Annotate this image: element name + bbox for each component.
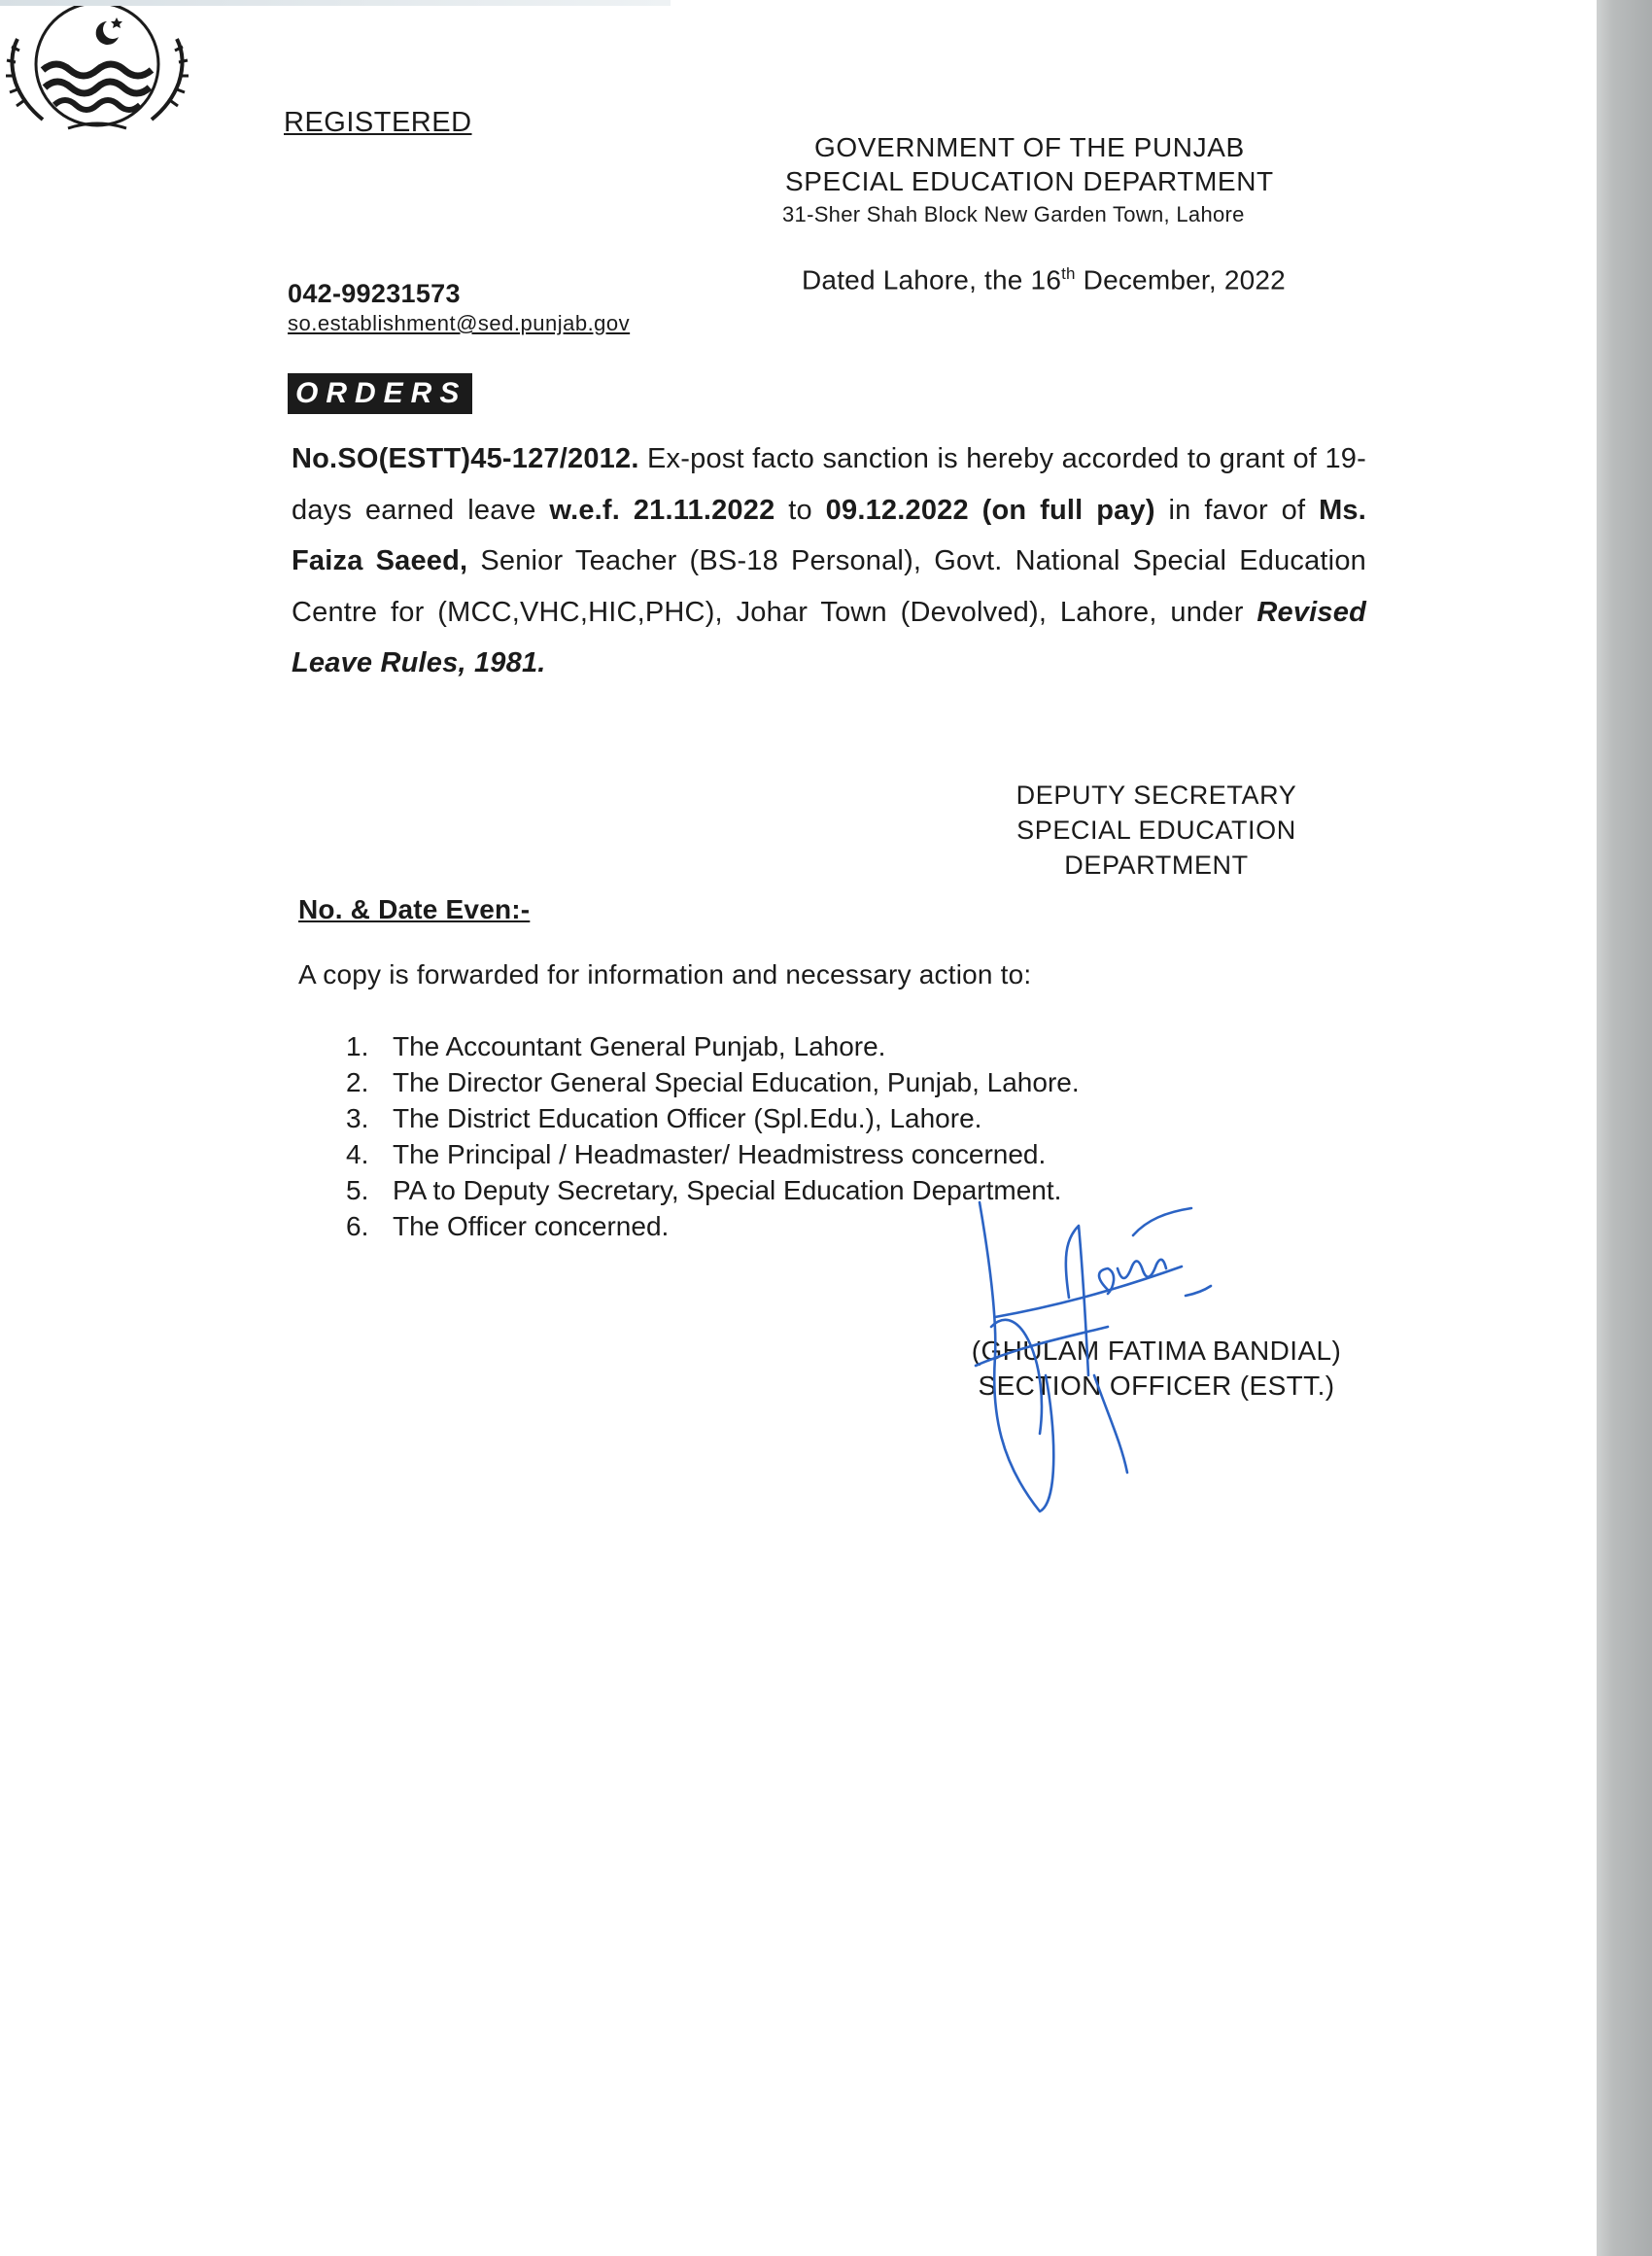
signatory-line: DEPUTY SECRETARY — [1015, 781, 1297, 810]
date-prefix: Dated Lahore, the 16 — [802, 264, 1062, 295]
list-item-text: PA to Deputy Secretary, Special Education Department. — [393, 1175, 1062, 1205]
signatory-line: DEPARTMENT — [1064, 850, 1249, 880]
date-line — [802, 264, 1286, 295]
copy-forwarded-line: A copy is forwarded for information and necessary action to: — [298, 959, 1032, 989]
list-item-text: The District Education Officer (Spl.Edu.), Lahore. — [393, 1103, 982, 1133]
leave-end-date: 09.12.2022 (on full pay) — [825, 494, 1155, 526]
list-item — [346, 1028, 1080, 1064]
order-reference-number: No.SO(ESTT)45-127/2012. — [292, 443, 639, 474]
list-item-text: The Accountant General Punjab, Lahore. — [393, 1031, 886, 1061]
order-text-part: Ex-post facto sanction is hereby accorded to grant of 19-days earned leave — [292, 443, 1366, 526]
office-address: 31-Sher Shah Block New Garden Town, Lahore — [782, 202, 1245, 226]
phone-number: 042-99231573 — [288, 279, 461, 308]
leave-rules: Revised Leave Rules, 1981. — [292, 596, 1366, 678]
employee-name: Ms. Faiza Saeed, — [292, 494, 1367, 576]
list-item-number: 1. — [346, 1031, 369, 1061]
order-paragraph — [292, 434, 1366, 689]
order-text-part: to — [774, 494, 826, 526]
order-text-part: in favor of — [1154, 494, 1320, 526]
list-item — [346, 1136, 1080, 1172]
list-item-number: 3. — [346, 1103, 369, 1133]
list-item-number: 2. — [346, 1067, 369, 1097]
signatory-line: SPECIAL EDUCATION — [1016, 816, 1296, 845]
email-address: so.establishment@sed.punjab.gov — [288, 311, 631, 335]
list-item-number: 5. — [346, 1175, 369, 1205]
list-item-number: 6. — [346, 1211, 369, 1241]
signatory-title: SECTION OFFICER (ESTT.) — [978, 1371, 1335, 1401]
list-item-number: 4. — [346, 1139, 369, 1169]
scan-edge-top — [0, 0, 671, 6]
date-superscript: th — [1061, 264, 1076, 283]
list-item-text: The Director General Special Education, Punjab, Lahore. — [393, 1067, 1080, 1097]
scan-edge-right — [1597, 0, 1652, 2256]
list-item — [346, 1100, 1080, 1136]
registered-label: REGISTERED — [284, 107, 472, 138]
no-and-date-even-label: No. & Date Even:- — [298, 894, 531, 924]
list-item-text: The Principal / Headmaster/ Headmistress concerned. — [393, 1139, 1047, 1169]
deputy-secretary-signature-block — [981, 778, 1331, 883]
government-title: GOVERNMENT OF THE PUNJAB — [814, 132, 1245, 162]
leave-start-date: w.e.f. 21.11.2022 — [549, 494, 775, 526]
list-item — [346, 1064, 1080, 1100]
signatory-name: (GHULAM FATIMA BANDIAL) — [971, 1336, 1342, 1366]
department-title: SPECIAL EDUCATION DEPARTMENT — [785, 166, 1274, 196]
orders-heading: ORDERS — [288, 373, 472, 414]
order-text-part: Senior Teacher (BS-18 Personal), Govt. National Special Education Centre for (MCC,VHC,HIC,PHC), Johar Town (Devolved), Lahore, under — [292, 545, 1366, 628]
date-suffix: December, 2022 — [1075, 264, 1286, 295]
handwritten-signature — [962, 1181, 1254, 1531]
list-item-text: The Officer concerned. — [393, 1211, 670, 1241]
government-of-punjab-emblem-icon — [0, 0, 194, 136]
